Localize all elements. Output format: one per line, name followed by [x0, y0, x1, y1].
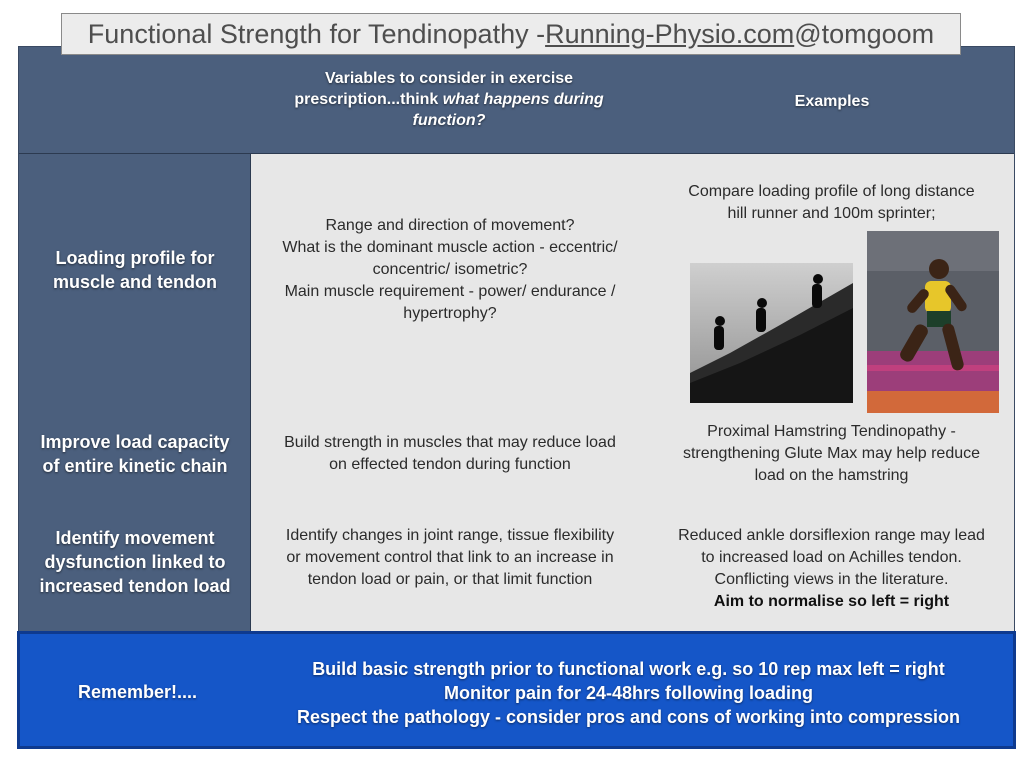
header-examples: Examples: [794, 93, 870, 110]
slide-title: [61, 13, 961, 55]
row2-example-text: Proximal Hamstring Tendinopathy - strengthening Glute Max may help reduce load on the hamstring: [682, 423, 981, 484]
row-label-load-capacity: Improve load capacity of entire kinetic chain: [40, 432, 230, 476]
row2-variables: Build strength in muscles that may reduce load on effected tendon during function: [284, 434, 616, 473]
title-handle: @tomgoom: [794, 18, 935, 49]
title-link[interactable]: Running-Physio.com: [545, 18, 795, 49]
table-header: [19, 47, 1014, 154]
hill-runners-photo: [690, 263, 853, 403]
remember-point: Monitor pain for 24-48hrs following loading: [444, 683, 813, 703]
row1-variables: Range and direction of movement? What is the dominant muscle action - eccentric/ concentric/ isometric? Main muscle requirement - power/ endurance / hypertrophy?: [282, 217, 618, 322]
row-label-loading-profile: Loading profile for muscle and tendon: [52, 248, 218, 292]
row1-example-text: Compare loading profile of long distance hill runner and 100m sprinter;: [688, 183, 975, 222]
exercise-table: [18, 46, 1015, 632]
header-variables: Variables to consider in exercise prescription...think what happens during function?: [294, 70, 604, 129]
row-label-column: [19, 154, 251, 632]
row3-example-text: Reduced ankle dorsiflexion range may lead to increased load on Achilles tendon. Conflicting views in the literature. Aim to normalise so left = right: [649, 525, 1014, 613]
remember-points: [245, 657, 1012, 729]
sprinter-photo: [867, 231, 999, 413]
row3-example-bold: Aim to normalise so left = right: [713, 593, 950, 610]
row-label-movement-dysfunction: Identify movement dysfunction linked to increased tendon load: [39, 528, 231, 596]
remember-footer: [17, 631, 1016, 749]
row3-variables: Identify changes in joint range, tissue flexibility or movement control that link to an increase in tendon load or pain, or that limit function: [285, 527, 615, 588]
remember-point: Respect the pathology - consider pros and cons of working into compression: [296, 707, 961, 727]
remember-label: Remember!....: [77, 682, 198, 702]
title-prefix: Functional Strength for Tendinopathy -: [87, 18, 546, 49]
remember-point: Build basic strength prior to functional work e.g. so 10 rep max left = right: [312, 659, 945, 679]
